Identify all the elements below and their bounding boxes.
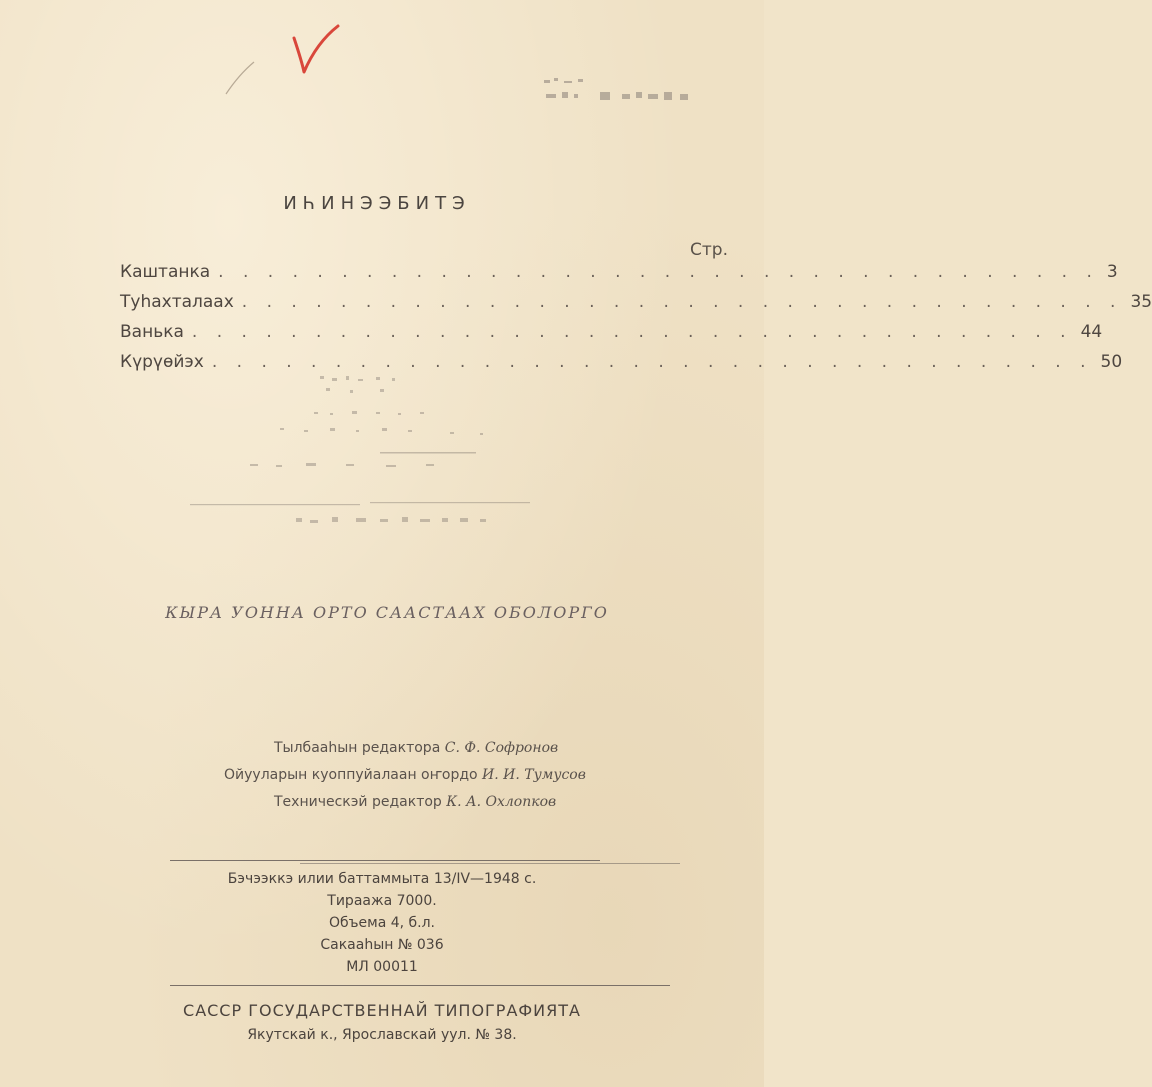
faded-stamp <box>540 72 700 112</box>
credit-translation-editor <box>0 735 764 762</box>
checkmark-icon <box>286 22 346 82</box>
credit-technical-editor <box>0 789 764 816</box>
toc-entry <box>120 257 1118 287</box>
credit-name: С. Ф. Софронов <box>444 740 559 756</box>
heading-text: ИҺИНЭЭБИТЭ <box>283 193 471 214</box>
credit-role: Техническэй редактор <box>274 794 442 810</box>
toc-entry <box>120 287 1152 317</box>
faded-offset-print <box>180 370 540 540</box>
credit-name: К. А. Охлопков <box>446 794 557 810</box>
toc-entry-page: 3 <box>1106 262 1118 282</box>
toc-entry-title: Туһахталаах <box>120 292 234 312</box>
imprint-code: МЛ 00011 <box>346 959 418 975</box>
toc-entry-page: 35 <box>1130 292 1152 312</box>
imprint-tirage: Тираажа 7000. <box>327 893 437 909</box>
divider-rule <box>300 863 680 864</box>
imprint-order-number: Сакааһын № 036 <box>320 937 444 953</box>
table-of-contents-heading <box>0 193 764 214</box>
toc-entry-page: 50 <box>1100 352 1123 372</box>
toc-entry-title: Күрүөйэх <box>120 352 204 372</box>
credit-role: Тылбааһын редактора <box>274 740 441 756</box>
imprint-block <box>0 868 764 978</box>
divider-rule <box>170 860 600 861</box>
toc-entry-title: Ванька <box>120 322 184 342</box>
credit-role: Ойууларын куоппуйалаан оҥордо <box>224 767 478 783</box>
divider-rule <box>170 985 670 986</box>
imprint-signed-date: Бэчээккэ илии баттаммыта 13/IV—1948 с. <box>227 871 537 887</box>
series-title: КЫРА УОННА ОРТО СААСТААХ ОБОЛОРГО <box>165 603 609 622</box>
toc-entry-page: 44 <box>1080 322 1103 342</box>
printer-block <box>0 998 764 1046</box>
pencil-stroke-mark <box>220 58 260 98</box>
table-of-contents <box>120 257 1152 377</box>
toc-entry <box>120 317 1103 347</box>
dot-leader: . . . . . . . . . . . . . . . . . . . . . . . . . . . . . . . . . . . . <box>218 262 1099 282</box>
dot-leader: . . . . . . . . . . . . . . . . . . . . . . . . . . . . . . . . . . . . <box>211 352 1093 372</box>
credit-name: И. И. Тумусов <box>482 767 586 783</box>
printer-address: Якутскай к., Ярославскай уул. № 38. <box>247 1027 517 1043</box>
imprint-volume: Объема 4, б.л. <box>328 915 436 931</box>
credit-illustrations <box>0 762 764 789</box>
page-column-label: Стр. <box>690 240 728 260</box>
editorial-credits <box>0 735 764 816</box>
dot-leader: . . . . . . . . . . . . . . . . . . . . . . . . . . . . . . . . . . . . <box>241 292 1123 312</box>
dot-leader: . . . . . . . . . . . . . . . . . . . . . . . . . . . . . . . . . . . . <box>191 322 1073 342</box>
toc-entry-title: Каштанка <box>120 262 211 282</box>
printer-name: САССР ГОСУДАРСТВЕННАЙ ТИПОГРАФИЯТА <box>183 1001 581 1020</box>
